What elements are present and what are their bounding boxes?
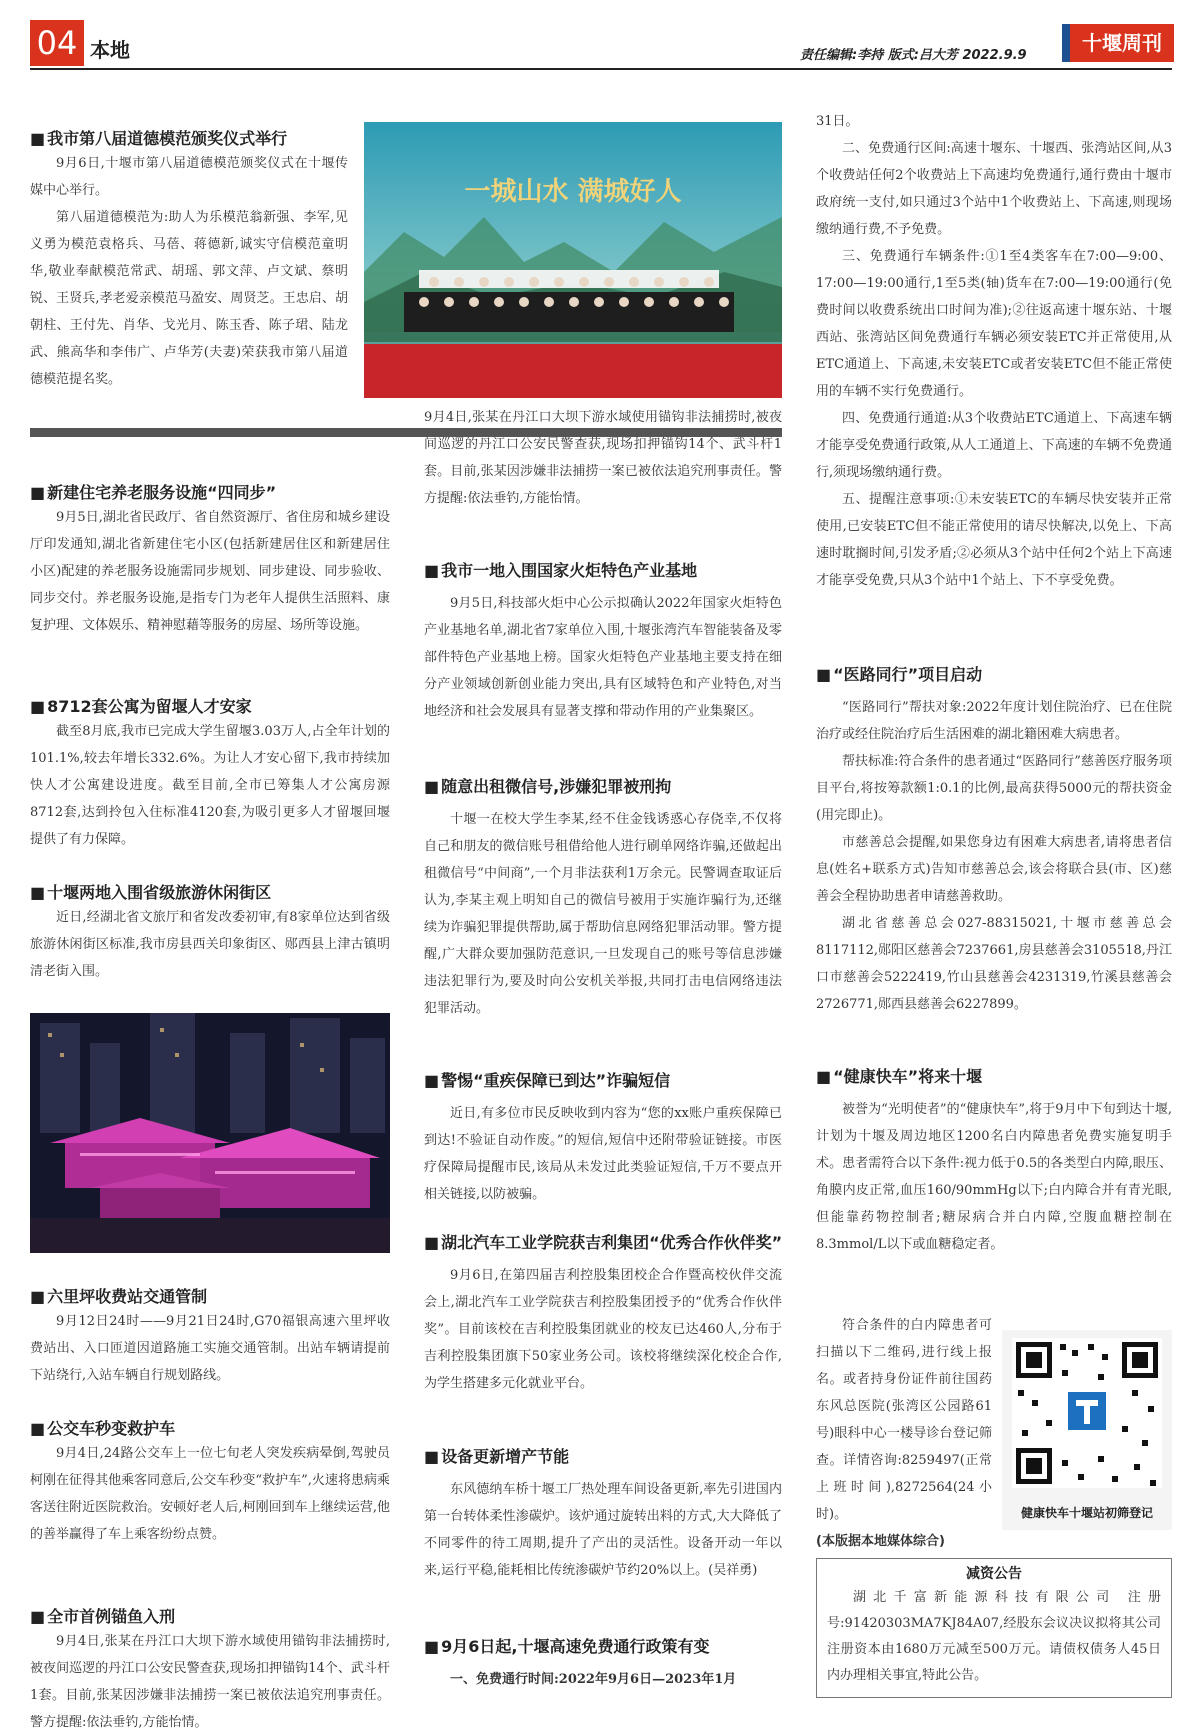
article-leisure-blocks: 近日,经湖北省文旅厅和省发改委初审,有8家单位达到省级旅游休闲街区标准,我市房县西关印象街区、郧西县上津古镇明清老街入围。 bbox=[30, 910, 390, 979]
article-equipment-update: 东风德纳车桥十堰工厂热处理车间设备更新,率先引进国内第一台转体柔性渗碳炉。该炉通过旋转出料的方式,大大降低了不同零件的待工周期,提升了产出的灵活性。设备开动一年以来,运行平稳,能耗相比传统渗碳炉节约20%以上。(吴祥勇) bbox=[424, 1482, 782, 1578]
article-health-express-signup: 符合条件的白内障患者可扫描以下二维码,进行线上报名。或者持身份证件前往国药东风总医院(张湾区公园路61号)眼科中心一楼导诊台登记筛查。详情咨询:8259497(正常上班时间),8272564(24小时)。 (本版据本地媒体综合) bbox=[816, 1318, 992, 1549]
headline-talent-apartments: ■ 8712套公寓为留堰人才安家 bbox=[30, 694, 252, 717]
editor-line: 责任编辑:李持 版式:吕大芳 2022.9.9 bbox=[800, 48, 1027, 63]
article-traffic-control: 9月12日24时——9月21日24时,G70福银高速六里坪收费站出、入口匝道因道路施工实施交通管制。出站车辆请提前下站绕行,入站车辆自行规划路线。 bbox=[30, 1314, 390, 1383]
article-fraud-sms: 近日,有多位市民反映收到内容为“您的xx账户重疾保障已到达!不验证自动作废。”的短信,短信中还附带验证链接。市医疗保障局提醒市民,该局从未发过此类验证短信,千万不要点开相关链接,以防被骗。 bbox=[424, 1106, 782, 1202]
masthead-rule bbox=[30, 68, 1172, 70]
article-highway-policy-continued: 31日。 二、免费通行区间:高速十堰东、十堰西、张湾站区间,从3个收费站任何2个收费站上下高速均免费通行,通行费由十堰市政府统一支付,如只通过3个站中1个收费站上、下高速,则现场缴纳通行费,不予免费。 三、免费通行车辆条件:①1至4类客车在7:00—9:00、17:00—19:00通行,1至5类(轴)货车在7:00—19:00通行(免费时间以收费系统出口时间为准);②往返高速十堰东站、十堰西站、张湾站区间免费通行车辆必须安装ETC并正常使用,从ETC通道上、下高速,未安装ETC或者安装ETC但不能正常使用的车辆不实行免费通行。 四、免费通行通道:从3个收费站ETC通道上、下高速车辆才能享受免费通行政策,从人工通道上、下高速的车辆不免费通行,须现场缴纳通行费。 五、提醒注意事项:①未安装ETC的车辆尽快安装并正常使用,已安装ETC但不能正常使用的请尽快解决,以免上、下高速时耽搁时间,引发矛盾;②必须从3个站中任何2个站上下高速才能享受免费,只从3个站中1个站上、下不享受免费。 bbox=[816, 114, 1172, 588]
headline-traffic-control: ■ 六里坪收费站交通管制 bbox=[30, 1284, 207, 1307]
article-talent-apartments: 截至8月底,我市已完成大学生留堰3.03万人,占全年计划的101.1%,较去年增长332.6%。为让人才安心留下,我市持续加快人才公寓建设进度。截至目前,全市已筹集人才公寓房源8712套,达到拎包入住标准4120套,为吸引更多人才留堰回堰提供了有力保障。 bbox=[30, 724, 390, 847]
article-bus-ambulance: 9月4日,24路公交车上一位七旬老人突发疾病晕倒,驾驶员柯刚在征得其他乘客同意后,公交车秒变“救护车”,火速将患病乘客送往附近医院救治。安顿好老人后,柯刚回到车上继续运营,他的善举赢得了车上乘客纷纷点赞。 bbox=[30, 1446, 390, 1542]
headline-highway-policy: ■ 9月6日起,十堰高速免费通行政策有变 bbox=[424, 1634, 709, 1657]
article-wechat-crime: 十堰一在校大学生李某,经不住金钱诱惑心存侥幸,不仅将自己和朋友的微信账号租借给他人进行刷单网络诈骗,还做起出租微信号“中间商”,一个月非法获利1万余元。民警调查取证后认为,李某主观上明知自己的微信号被用于实施诈骗行为,还继续为诈骗犯罪提供帮助,属于帮助信息网络犯罪活动罪。警方提醒,广大群众要加强防范意识,一旦发现自己的账号等信息涉嫌违法犯罪行为,要及时向公安机关举报,共同打击电信网络违法犯罪活动。 bbox=[424, 812, 782, 1016]
qr-caption: 健康快车十堰站初筛登记 bbox=[1020, 1506, 1153, 1520]
article-torch-base: 9月5日,科技部火炬中心公示拟确认2022年国家火炬特色产业基地名单,湖北省7家单位入围,十堰张湾汽车智能装备及零部件特色产业基地上榜。国家火炬特色产业基地主要支持在细分产业领域创新创业能力突出,具有区域特色和产业特色,对当地经济和社会发展具有显著支撑和带动作用的产业集聚区。 bbox=[424, 596, 782, 719]
headline-moral-models: ■ 我市第八届道德模范颁奖仪式举行 bbox=[30, 126, 287, 149]
night-street-photo bbox=[30, 1013, 390, 1253]
capital-reduction-notice bbox=[816, 1558, 1172, 1698]
headline-wechat-crime: ■ 随意出租微信号,涉嫌犯罪被刑拘 bbox=[424, 774, 671, 797]
qr-code-box[interactable] bbox=[1002, 1330, 1172, 1530]
notice-text: 湖北千富新能源科技有限公司 注册号:91420303MA7KJ84A07,经股东会议决议拟将其公司注册资本由1680万元减至500万元。请债权债务人45日内办理相关事宜,特此公告。 bbox=[827, 1590, 1161, 1683]
headline-bus-ambulance: ■ 公交车秒变救护车 bbox=[30, 1416, 175, 1439]
article-moral-models: 9月6日,十堰市第八届道德模范颁奖仪式在十堰传媒中心举行。 第八届道德模范为:助人为乐模范翁新强、李军,见义勇为模范袁格兵、马蓓、蒋德新,诚实守信模范童明华,敬业奉献模范常武、胡瑶、郭文萍、卢文斌、蔡明锐、王贤兵,孝老爱亲模范马盈安、周贤芝。王忠启、胡朝柱、王付先、肖华、戈光月、陈玉香、陈子珺、陆龙武、熊高华和李伟广、卢华芳(夫妻)荣获我市第八届道德模范提名奖。 bbox=[30, 156, 348, 387]
headline-health-express: ■ “健康快车”将来十堰 bbox=[816, 1064, 982, 1087]
notice-title: 减资公告 bbox=[966, 1566, 1022, 1582]
page-number: 04 bbox=[30, 20, 84, 66]
article-health-express: 被誉为“光明使者”的“健康快车”,将于9月中下旬到达十堰,计划为十堰及周边地区1200名白内障患者免费实施复明手术。患者需符合以下条件:视力低于0.5的各类型白内障,眼压、角膜内皮正常,血压160/90mmHg以下;白内障合并有青光眼,但能靠药物控制者;糖尿病合并白内障,空腹血糖控制在8.3mmol/L以下或血糖稳定者。 bbox=[816, 1102, 1172, 1252]
headline-leisure-blocks: ■ 十堰两地入围省级旅游休闲街区 bbox=[30, 880, 271, 903]
newspaper-logo: 十堰周刊 bbox=[1062, 24, 1174, 62]
headline-elderly-care: ■ 新建住宅养老服务设施“四同步” bbox=[30, 480, 276, 503]
article-geely-award: 9月6日,在第四届吉利控股集团校企合作暨高校伙伴交流会上,湖北汽车工业学院获吉利控股集团授予的“优秀合作伙伴奖”。目前该校在吉利控股集团就业的校友已达460人,分布于吉利控股集团旗下50家业务公司。该校将继续深化校企合作,为学生搭建多元化就业平台。 bbox=[424, 1268, 782, 1391]
headline-torch-base: ■ 我市一地入围国家火炬特色产业基地 bbox=[424, 558, 697, 581]
article-fishing-case-continued: 9月4日,张某在丹江口大坝下游水域使用锚钩非法捕捞时,被夜间巡逻的丹江口公安民警查获,现场扣押锚钩14个、武斗杆1套。目前,张某因涉嫌非法捕捞一案已被依法追究刑事责任。警方提醒:依法垂钓,方能怡情。 bbox=[424, 410, 782, 506]
headline-medical-project: ■ “医路同行”项目启动 bbox=[816, 662, 982, 685]
award-ceremony-photo bbox=[364, 122, 782, 398]
headline-equipment-update: ■ 设备更新增产节能 bbox=[424, 1444, 569, 1467]
qr-code-icon[interactable] bbox=[1002, 1330, 1172, 1500]
headline-geely-award: ■ 湖北汽车工业学院获吉利集团“优秀合作伙伴奖” bbox=[424, 1230, 782, 1253]
award-banner-text: 一城山水 满城好人 bbox=[464, 177, 682, 207]
article-elderly-care: 9月5日,湖北省民政厅、省自然资源厅、省住房和城乡建设厅印发通知,湖北省新建住宅小区(包括新建居住区和新建居住小区)配建的养老服务设施需同步规划、同步建设、同步验收、同步交付。养老服务设施,是指专门为老年人提供生活照料、康复护理、文体娱乐、精神慰藉等服务的房屋、场所等设施。 bbox=[30, 510, 390, 633]
article-medical-project: “医路同行”帮扶对象:2022年度计划住院治疗、已在住院治疗或经住院治疗后生活困难的湖北籍困难大病患者。 帮扶标准:符合条件的患者通过“医路同行”慈善医疗服务项目平台,将按筹款额1:0.1的比例,最高获得5000元的帮扶资金(用完即止)。 市慈善总会提醒,如果您身边有困难大病患者,请将患者信息(姓名+联系方式)告知市慈善总会,该会将联合县(市、区)慈善会全程协助患者申请慈善救助。 湖北省慈善总会027-88315021,十堰市慈善总会8117112,郧阳区慈善会7237661,房县慈善会3105518,丹江口市慈善会5222419,竹山县慈善会4231319,竹溪县慈善会2726771,郧西县慈善会6227899。 bbox=[816, 700, 1172, 1012]
headline-fraud-sms: ■ 警惕“重疾保障已到达”诈骗短信 bbox=[424, 1068, 670, 1091]
headline-fishing-case: ■ 全市首例锚鱼入刑 bbox=[30, 1604, 175, 1627]
section-name: 本地 bbox=[90, 38, 130, 62]
article-fishing-case-start: 9月4日,张某在丹江口大坝下游水域使用锚钩非法捕捞时,被夜间巡逻的丹江口公安民警查获,现场扣押锚钩14个、武斗杆1套。目前,张某因涉嫌非法捕捞一案已被依法追究刑事责任。警方提醒:依法垂钓,方能怡情。 bbox=[30, 1634, 390, 1730]
article-highway-policy-start: 一、免费通行时间:2022年9月6日—2023年1月 bbox=[450, 1672, 737, 1687]
